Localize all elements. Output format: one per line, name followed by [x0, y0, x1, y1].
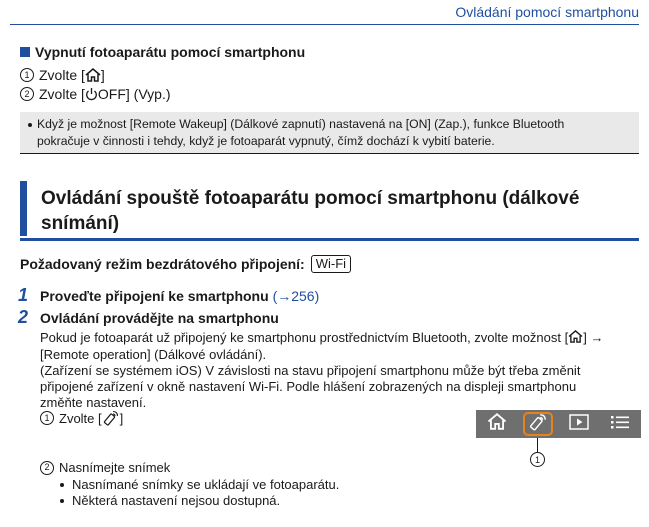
callout-number-badge: 1	[530, 452, 545, 467]
substep-2	[40, 460, 170, 475]
toolbar-home-button[interactable]	[482, 412, 512, 436]
substep-number-badge: 1	[40, 411, 54, 425]
callout-line	[537, 438, 538, 452]
step-2-paragraph-line-2: [Remote operation] (Dálkové ovládání).	[40, 347, 267, 362]
shutdown-heading-text: Vypnutí fotoaparátu pomocí smartphonu	[35, 44, 306, 60]
bullet-text: Některá nastavení nejsou dostupná.	[72, 493, 281, 508]
menu-list-icon	[610, 414, 630, 435]
bullet-item	[60, 477, 339, 492]
note-line-1	[28, 116, 639, 133]
section-accent-bar	[20, 181, 27, 236]
bullet-item	[60, 493, 280, 508]
header-rule	[10, 24, 639, 25]
shutdown-step-2	[20, 86, 171, 102]
step-text-suffix: ]	[100, 67, 105, 83]
step-1-number: 1	[18, 285, 29, 305]
shutdown-step-1	[20, 67, 105, 83]
toolbar-menu-button[interactable]	[605, 412, 635, 436]
substep-text-prefix: Zvolte [	[59, 410, 102, 426]
remote-operation-icon	[528, 413, 548, 436]
step-number-badge: 1	[20, 68, 34, 82]
section-rule	[20, 238, 639, 241]
substep-2-text: Nasnímejte snímek	[59, 460, 171, 475]
heading-square-marker	[20, 47, 30, 57]
power-icon	[85, 87, 98, 101]
substep-1	[40, 410, 123, 426]
toolbar-remote-operation-button[interactable]	[523, 412, 553, 436]
section-title: Ovládání spouště fotoaparátu pomocí smartphonu (dálkové snímání)	[41, 188, 580, 234]
home-icon	[487, 413, 507, 435]
wireless-mode-line	[20, 255, 351, 273]
step-text-prefix: Zvolte [	[39, 86, 85, 102]
camera-app-toolbar	[476, 410, 641, 438]
step-2-paragraph-line-1	[40, 330, 630, 347]
battery-note-box	[20, 112, 639, 154]
bullet-dot	[60, 499, 64, 503]
note-line-2: pokračuje v činnosti i tehdy, když je fotoaparát vypnutý, čímž dochází k vybití baterie.	[37, 134, 495, 148]
step-1-title	[40, 288, 319, 304]
step-2-paragraph-line-3: (Zařízení se systémem iOS) V závislosti na stavu připojení smartphonu může být třeba změnit	[40, 363, 581, 378]
note-line-1-text: Když je možnost [Remote Wakeup] (Dálkové zapnutí) nastavená na [ON] (Zap.), funkce Bluetooth	[37, 117, 565, 131]
step-1-title-text: Proveďte připojení ke smartphonu	[40, 288, 269, 304]
step-text-prefix: Zvolte [	[39, 67, 85, 83]
step-2-paragraph-line-4: připojené zařízení v okně nastavení Wi-Fi. Podle hlášení zobrazených na displeji smartphonu	[40, 379, 577, 394]
para-text: Pokud je fotoaparát už připojený ke smartphonu prostřednictvím Bluetooth, zvolte možnost [	[40, 330, 569, 345]
wireless-mode-label: Požadovaný režim bezdrátového připojení:	[20, 256, 305, 272]
power-off-label: OFF	[97, 86, 126, 102]
step-text-suffix: ] (Vyp.)	[125, 86, 171, 102]
step-2-number: 2	[18, 307, 29, 327]
playback-icon	[569, 414, 589, 435]
home-icon	[568, 330, 583, 347]
step-2-paragraph-line-5: změňte nastavení.	[40, 395, 147, 410]
substep-number-badge: 2	[40, 461, 54, 475]
bullet-text: Nasnímané snímky se ukládají ve fotoaparátu.	[72, 477, 340, 492]
wifi-badge: Wi-Fi	[311, 255, 351, 273]
toolbar-playback-button[interactable]	[564, 412, 594, 436]
step-number-badge: 2	[20, 87, 34, 101]
home-icon	[85, 68, 101, 82]
page-reference-link[interactable]: (→256)	[272, 288, 320, 304]
note-bullet	[28, 123, 32, 127]
step-2-title: Ovládání provádějte na smartphonu	[40, 310, 279, 326]
page-header-title: Ovládání pomocí smartphonu	[455, 4, 639, 20]
shutdown-heading	[20, 44, 305, 60]
para-text: ] →	[583, 330, 604, 345]
remote-operation-icon	[102, 410, 120, 426]
substep-text-suffix: ]	[119, 410, 124, 426]
bullet-dot	[60, 483, 64, 487]
